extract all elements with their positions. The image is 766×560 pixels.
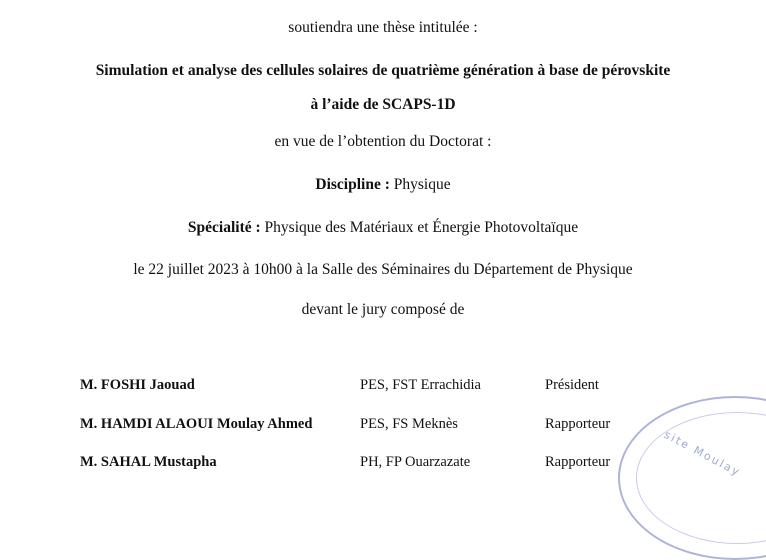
jury-name: M. HAMDI ALAOUI Moulay Ahmed: [80, 416, 313, 432]
specialite-value: Physique des Matériaux et Énergie Photovoltaïque: [264, 219, 579, 236]
thesis-title-line1: Simulation et analyse des cellules solaires de quatrième génération à base de pérovskite: [95, 62, 671, 79]
jury-role: Rapporteur: [545, 416, 611, 432]
discipline-value: Physique: [393, 176, 451, 193]
jury-affiliation: PH, FP Ouarzazate: [360, 454, 471, 470]
discipline-label: Discipline :: [315, 176, 390, 193]
specialite-line: [0, 219, 766, 237]
discipline-line: [0, 176, 766, 194]
jury-affiliation: PES, FS Meknès: [360, 416, 458, 432]
specialite-label: Spécialité :: [187, 219, 261, 236]
purpose-text: en vue de l’obtention du Doctorat :: [274, 133, 492, 150]
jury-row: [0, 377, 766, 397]
intro-text: soutiendra une thèse intitulée :: [288, 19, 478, 36]
jury-name: M. FOSHI Jaouad: [80, 377, 195, 393]
jury-affiliation: PES, FST Errachidia: [360, 377, 481, 393]
thesis-title-line2: à l’aide de SCAPS-1D: [310, 96, 456, 113]
jury-role: Président: [545, 377, 599, 393]
date-place-text: le 22 juillet 2023 à 10h00 à la Salle des Séminaires du Département de Physique: [133, 261, 633, 278]
jury-role: Rapporteur: [545, 454, 611, 470]
stamp-text: site Moulay: [661, 428, 743, 480]
jury-intro-text: devant le jury composé de: [301, 301, 465, 318]
jury-name: M. SAHAL Mustapha: [80, 454, 217, 470]
